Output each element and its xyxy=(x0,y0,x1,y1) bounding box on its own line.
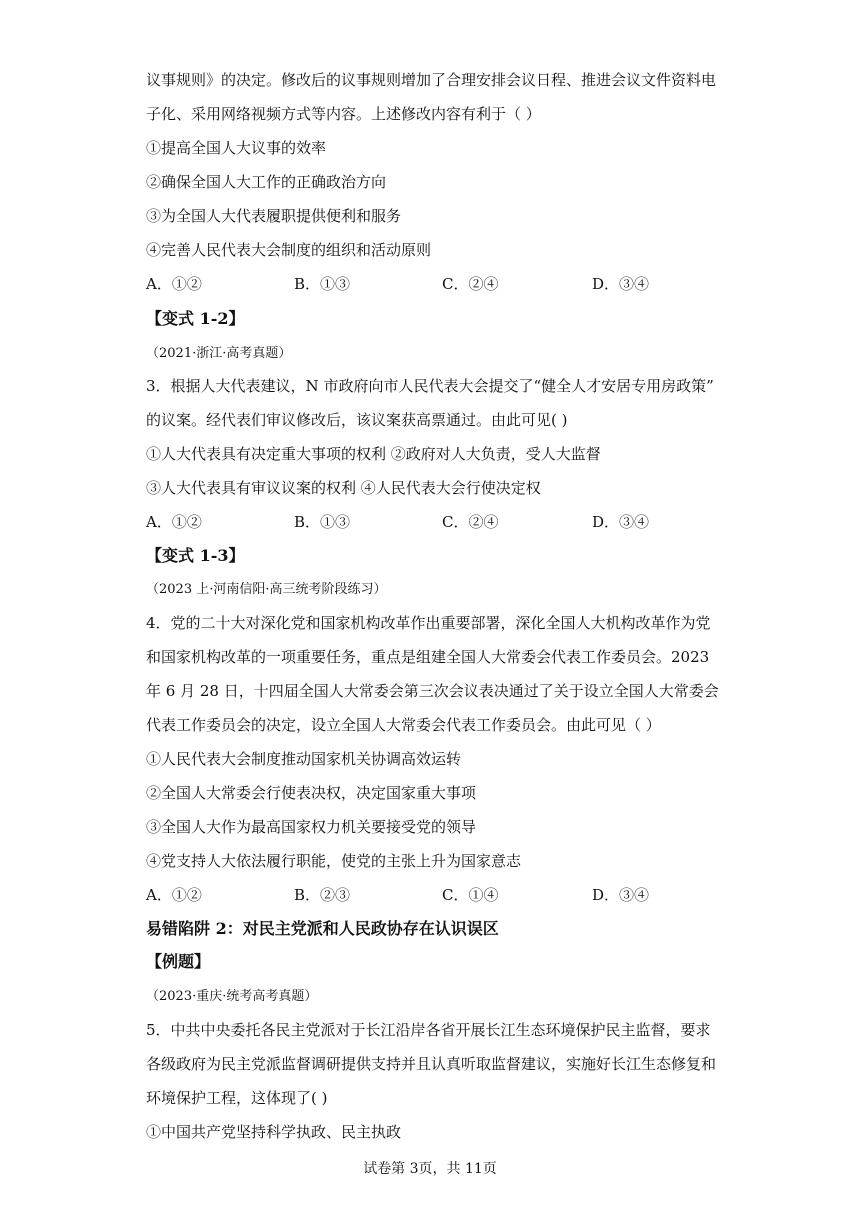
option-d: D．③④ xyxy=(592,886,650,904)
option-a: A．①② xyxy=(146,275,202,293)
text-line: 议事规则》的决定。修改后的议事规则增加了合理安排会议日程、推进会议文件资料电 xyxy=(146,71,717,89)
statement-line: ③人大代表具有审议议案的权利 ④人民代表大会行使决定权 xyxy=(146,479,541,497)
question-text: 4．党的二十大对深化党和国家机构改革作出重要部署，深化全国人大机构改革作为党 xyxy=(146,614,711,632)
text-line: ②确保全国人大工作的正确政治方向 xyxy=(146,173,387,191)
statement-line: ①人民代表大会制度推动国家机关协调高效运转 xyxy=(146,750,462,768)
question-source: （2021·浙江·高考真题） xyxy=(146,346,292,361)
statement-line: ①人大代表具有决定重大事项的权利 ②政府对人大负责，受人大监督 xyxy=(146,445,601,463)
question-text: 代表工作委员会的决定，设立全国人大常委会代表工作委员会。由此可见（ ） xyxy=(146,716,661,734)
statement-line: ③全国人大作为最高国家权力机关要接受党的领导 xyxy=(146,818,477,836)
section-heading: 【变式 1-2】 xyxy=(146,309,245,328)
trap-heading: 易错陷阱 2：对民主党派和人民政协存在认识误区 xyxy=(146,919,499,938)
question-text: 3．根据人大代表建议，N 市政府向市人民代表大会提交了“健全人才安居专用房政策” xyxy=(146,377,714,395)
option-a: A．①② xyxy=(146,513,202,531)
statement-line: ②全国人大常委会行使表决权，决定国家重大事项 xyxy=(146,784,477,802)
question-source: （2023·重庆·统考高考真题） xyxy=(146,989,318,1004)
question-text: 环境保护工程，这体现了( ) xyxy=(146,1089,328,1107)
text-line: ③为全国人大代表履职提供便利和服务 xyxy=(146,207,402,225)
statement-line: ①中国共产党坚持科学执政、民主执政 xyxy=(146,1123,402,1141)
question-source: （2023 上·河南信阳·高三统考阶段练习） xyxy=(146,582,387,597)
question-text: 年 6 月 28 日，十四届全国人大常委会第三次会议表决通过了关于设立全国人大常委会 xyxy=(146,682,719,700)
option-b: B．①③ xyxy=(294,513,351,531)
option-c: C．②④ xyxy=(442,513,499,531)
question-text: 各级政府为民主党派监督调研提供支持并且认真听取监督建议，实施好长江生态修复和 xyxy=(146,1055,717,1073)
statement-line: ④党支持人大依法履行职能，使党的主张上升为国家意志 xyxy=(146,852,522,870)
example-heading: 【例题】 xyxy=(146,952,211,971)
text-line: ①提高全国人大议事的效率 xyxy=(146,139,327,157)
option-d: D．③④ xyxy=(592,275,650,293)
option-b: B．②③ xyxy=(294,886,351,904)
text-line: ④完善人民代表大会制度的组织和活动原则 xyxy=(146,241,432,259)
option-c: C．①④ xyxy=(442,886,499,904)
section-heading: 【变式 1-3】 xyxy=(146,546,245,565)
page-footer: 试卷第 3页，共 11页 xyxy=(363,1161,497,1177)
question-text: 和国家机构改革的一项重要任务，重点是组建全国人大常委会代表工作委员会。2023 xyxy=(146,648,710,666)
option-b: B．①③ xyxy=(294,275,351,293)
option-c: C．②④ xyxy=(442,275,499,293)
option-a: A．①② xyxy=(146,886,202,904)
question-text: 的议案。经代表们审议修改后，该议案获高票通过。由此可见( ) xyxy=(146,411,568,429)
text-line: 子化、采用网络视频方式等内容。上述修改内容有利于（ ） xyxy=(146,105,541,123)
question-text: 5．中共中央委托各民主党派对于长江沿岸各省开展长江生态环境保护民主监督，要求 xyxy=(146,1021,711,1039)
option-d: D．③④ xyxy=(592,513,650,531)
